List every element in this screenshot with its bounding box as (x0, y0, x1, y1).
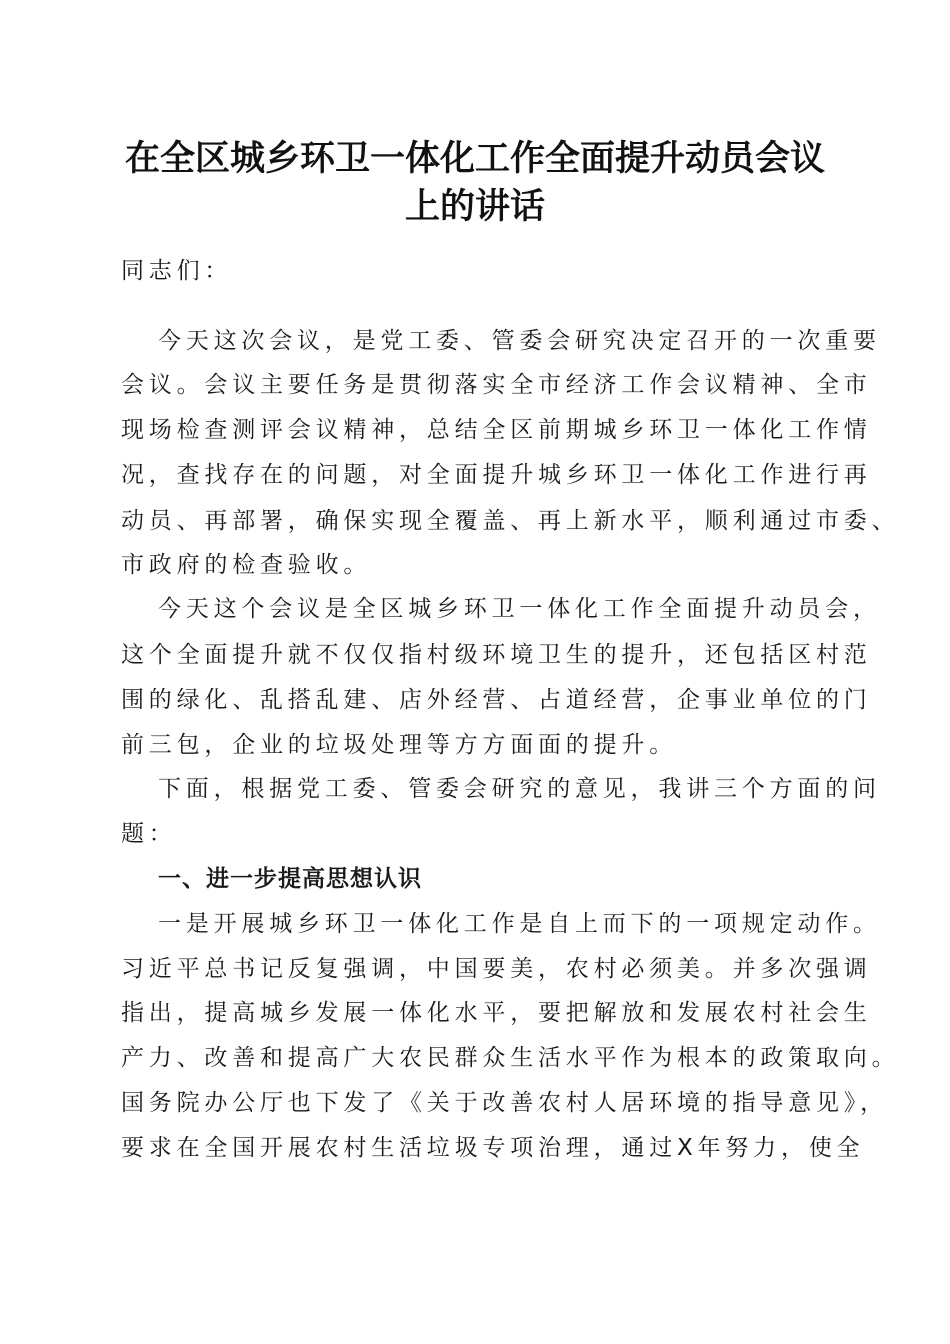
document-title-line-2: 上的讲话 (404, 186, 545, 227)
paragraph-line: 动员、再部署，确保实现全覆盖、再上新水平，顺利通过市委、 (121, 508, 900, 534)
paragraph-line: 这个全面提升就不仅仅指村级环境卫生的提升，还包括区村范 (121, 642, 872, 668)
paragraph-line: 前三包，企业的垃圾处理等方方面面的提升。 (121, 732, 677, 758)
document-title-line-1: 在全区城乡环卫一体化工作全面提升动员会议 (124, 138, 825, 179)
paragraph-line: 下面，根据党工委、管委会研究的意见，我讲三个方面的问 (158, 776, 881, 802)
paragraph-line: 市政府的检查验收。 (121, 552, 372, 578)
paragraph-line: 会议。会议主要任务是贯彻落实全市经济工作会议精神、全市 (121, 372, 872, 398)
paragraph-line: 指出，提高城乡发展一体化水平，要把解放和发展农村社会生 (121, 1000, 872, 1026)
salutation: 同志们： (121, 258, 233, 284)
paragraph-line: 今天这次会议，是党工委、管委会研究决定召开的一次重要 (158, 328, 881, 354)
paragraph-line: 一是开展城乡环卫一体化工作是自上而下的一项规定动作。 (158, 911, 881, 937)
section-heading: 一、进一步提高思想认识 (158, 866, 422, 892)
paragraph-line: 题： (121, 821, 177, 847)
paragraph-line: 今天这个会议是全区城乡环卫一体化工作全面提升动员会， (158, 596, 881, 622)
paragraph-line: 况，查找存在的问题，对全面提升城乡环卫一体化工作进行再 (121, 462, 872, 488)
paragraph-line: 习近平总书记反复强调，中国要美，农村必须美。并多次强调 (121, 956, 872, 982)
paragraph-line: 产力、改善和提高广大农民群众生活水平作为根本的政策取向。 (121, 1045, 900, 1071)
paragraph-line: 现场检查测评会议精神，总结全区前期城乡环卫一体化工作情 (121, 417, 872, 443)
paragraph-line: 国务院办公厅也下发了《关于改善农村人居环境的指导意见》， (121, 1090, 888, 1116)
paragraph-line: 要求在全国开展农村生活垃圾专项治理，通过X年努力，使全 (121, 1135, 865, 1161)
paragraph-line: 围的绿化、乱搭乱建、店外经营、占道经营，企事业单位的门 (121, 687, 872, 713)
